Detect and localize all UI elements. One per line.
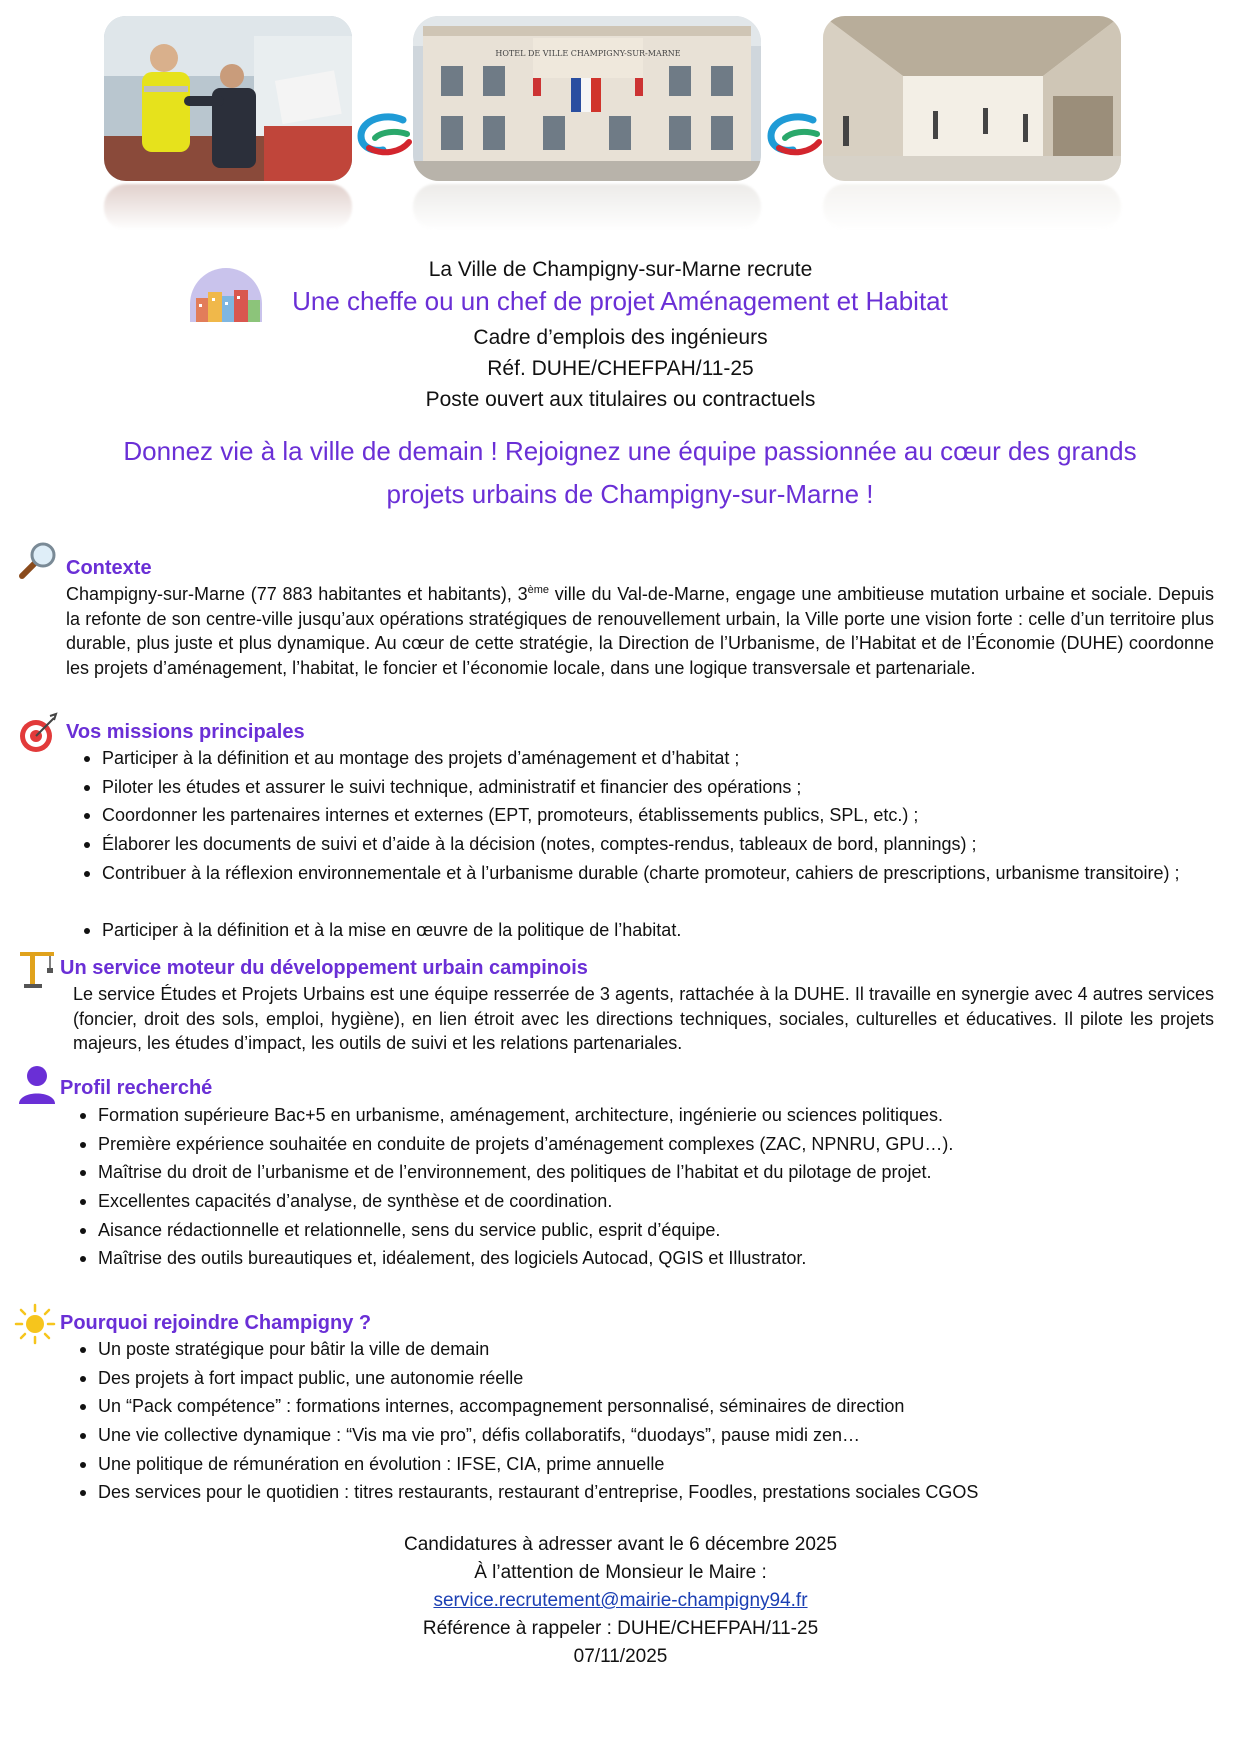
city-logo-icon	[355, 112, 413, 156]
list-item: Un “Pack compétence” : formations internes, accompagnement personnalisé, séminaires de direction	[70, 1392, 1220, 1421]
list-item: Excellentes capacités d’analyse, de synthèse et de coordination.	[70, 1187, 1214, 1216]
list-item: Contribuer à la réflexion environnementale et à l’urbanisme durable (charte promoteur, cahiers de prescriptions, urbanisme transitoire) ;	[74, 859, 1214, 916]
publication-date: 07/11/2025	[573, 1646, 668, 1667]
section-title-profil: Profil recherché	[60, 1077, 213, 1099]
attention: À l’attention de Monsieur le Maire :	[474, 1562, 767, 1583]
crane-icon	[16, 946, 58, 988]
list-item: Piloter les études et assurer le suivi technique, administratif et financier des opérations ;	[74, 773, 1214, 802]
reference-reminder: Référence à rappeler : DUHE/CHEFPAH/11-25	[422, 1618, 819, 1639]
list-item: Participer à la définition et au montage des projets d’aménagement et d’habitat ;	[74, 744, 1214, 773]
list-item: Une politique de rémunération en évolution : IFSE, CIA, prime annuelle	[70, 1450, 1220, 1479]
pourquoi-list	[70, 1335, 1220, 1507]
list-item: Coordonner les partenaires internes et externes (EPT, promoteurs, établissements publics, SPL, etc.) ;	[74, 801, 1214, 830]
photo-station-reflection	[823, 184, 1121, 230]
town-hall-sign: HOTEL DE VILLE CHAMPIGNY-SUR-MARNE	[495, 49, 681, 58]
photo-workers-reflection	[104, 184, 352, 230]
list-item: Une vie collective dynamique : “Vis ma vie pro”, défis collaboratifs, “duodays”, pause midi zen…	[70, 1421, 1220, 1450]
profil-list	[70, 1101, 1214, 1273]
list-item: Maîtrise du droit de l’urbanisme et de l’environnement, des politiques de l’habitat et du pilotage de projet.	[70, 1158, 1214, 1187]
recruiting-city: La Ville de Champigny-sur-Marne recrute	[428, 258, 813, 281]
slogan: Donnez vie à la ville de demain ! Rejoignez une équipe passionnée au cœur des grands projets urbains de Champigny-sur-Marne !	[123, 436, 1137, 509]
missions-list	[74, 744, 1214, 944]
list-item: Un poste stratégique pour bâtir la ville de demain	[70, 1335, 1220, 1364]
photo-town-hall	[413, 16, 761, 181]
list-item: Participer à la définition et à la mise en œuvre de la politique de l’habitat.	[74, 916, 1214, 945]
list-item: Formation supérieure Bac+5 en urbanisme, aménagement, architecture, ingénierie ou sciences politiques.	[70, 1101, 1214, 1130]
footer	[0, 1531, 1241, 1671]
list-item: Aisance rédactionnelle et relationnelle, sens du service public, esprit d’équipe.	[70, 1216, 1214, 1245]
job-title: Une cheffe ou un chef de projet Aménagement et Habitat	[292, 286, 948, 316]
list-item: Des services pour le quotidien : titres restaurants, restaurant d’entreprise, Foodles, prestations sociales CGOS	[70, 1478, 1220, 1507]
photo-town-hall-reflection	[413, 184, 761, 230]
list-item: Première expérience souhaitée en conduite de projets d’aménagement complexes (ZAC, NPNRU, GPU…).	[70, 1130, 1214, 1159]
magnifier-icon	[16, 540, 58, 582]
photo-station	[823, 16, 1121, 181]
target-icon	[16, 712, 58, 754]
sun-icon	[14, 1303, 56, 1345]
section-title-missions: Vos missions principales	[66, 721, 305, 743]
list-item: Élaborer les documents de suivi et d’aide à la décision (notes, comptes-rendus, tableaux de bord, plannings) ;	[74, 830, 1214, 859]
open-to: Poste ouvert aux titulaires ou contractuels	[425, 388, 816, 411]
cadre-emploi: Cadre d’emplois des ingénieurs	[473, 326, 768, 349]
contexte-text: Champigny-sur-Marne (77 883 habitantes et habitants), 3ème ville du Val-de-Marne, engage une ambitieuse mutation urbaine et sociale. Depuis la refonte de son centre-ville jusqu’aux opérations stratégiques de renouvellement urbain, la Ville porte une vision forte : celle d’un territoire plus durable, plus juste et plus dynamique. Au cœur de cette stratégie, la Direction de l’Urbanisme, de l’Habitat et de l’Économie (DUHE) coordonne les projets d’aménagement, l’habitat, le foncier et l’économie locale, dans une logique transversale et partenariale.	[66, 584, 1214, 678]
section-title-service: Un service moteur du développement urbain campinois	[60, 957, 588, 979]
photo-workers	[104, 16, 352, 181]
deadline: Candidatures à adresser avant le 6 décembre 2025	[403, 1534, 838, 1555]
list-item: Des projets à fort impact public, une autonomie réelle	[70, 1364, 1220, 1393]
section-title-contexte: Contexte	[66, 557, 152, 579]
service-text: Le service Études et Projets Urbains est une équipe resserrée de 3 agents, rattachée à la DUHE. Il travaille en synergie avec 4 autres services (foncier, droit des sols, emploi, hygiène), en lien étroit avec les directions techniques, sociales, culturelles et éducatives. Il pilote les projets majeurs, les études d’impact, les outils de suivi et les relations partenariales.	[73, 984, 1214, 1053]
person-icon	[16, 1064, 58, 1106]
section-title-pourquoi: Pourquoi rejoindre Champigny ?	[60, 1312, 372, 1334]
city-logo-icon	[765, 112, 823, 156]
list-item: Maîtrise des outils bureautiques et, idéalement, des logiciels Autocad, QGIS et Illustrator.	[70, 1244, 1214, 1273]
job-reference: Réf. DUHE/CHEFPAH/11-25	[487, 357, 754, 380]
email-link[interactable]: service.recrutement@mairie-champigny94.fr	[433, 1590, 808, 1611]
